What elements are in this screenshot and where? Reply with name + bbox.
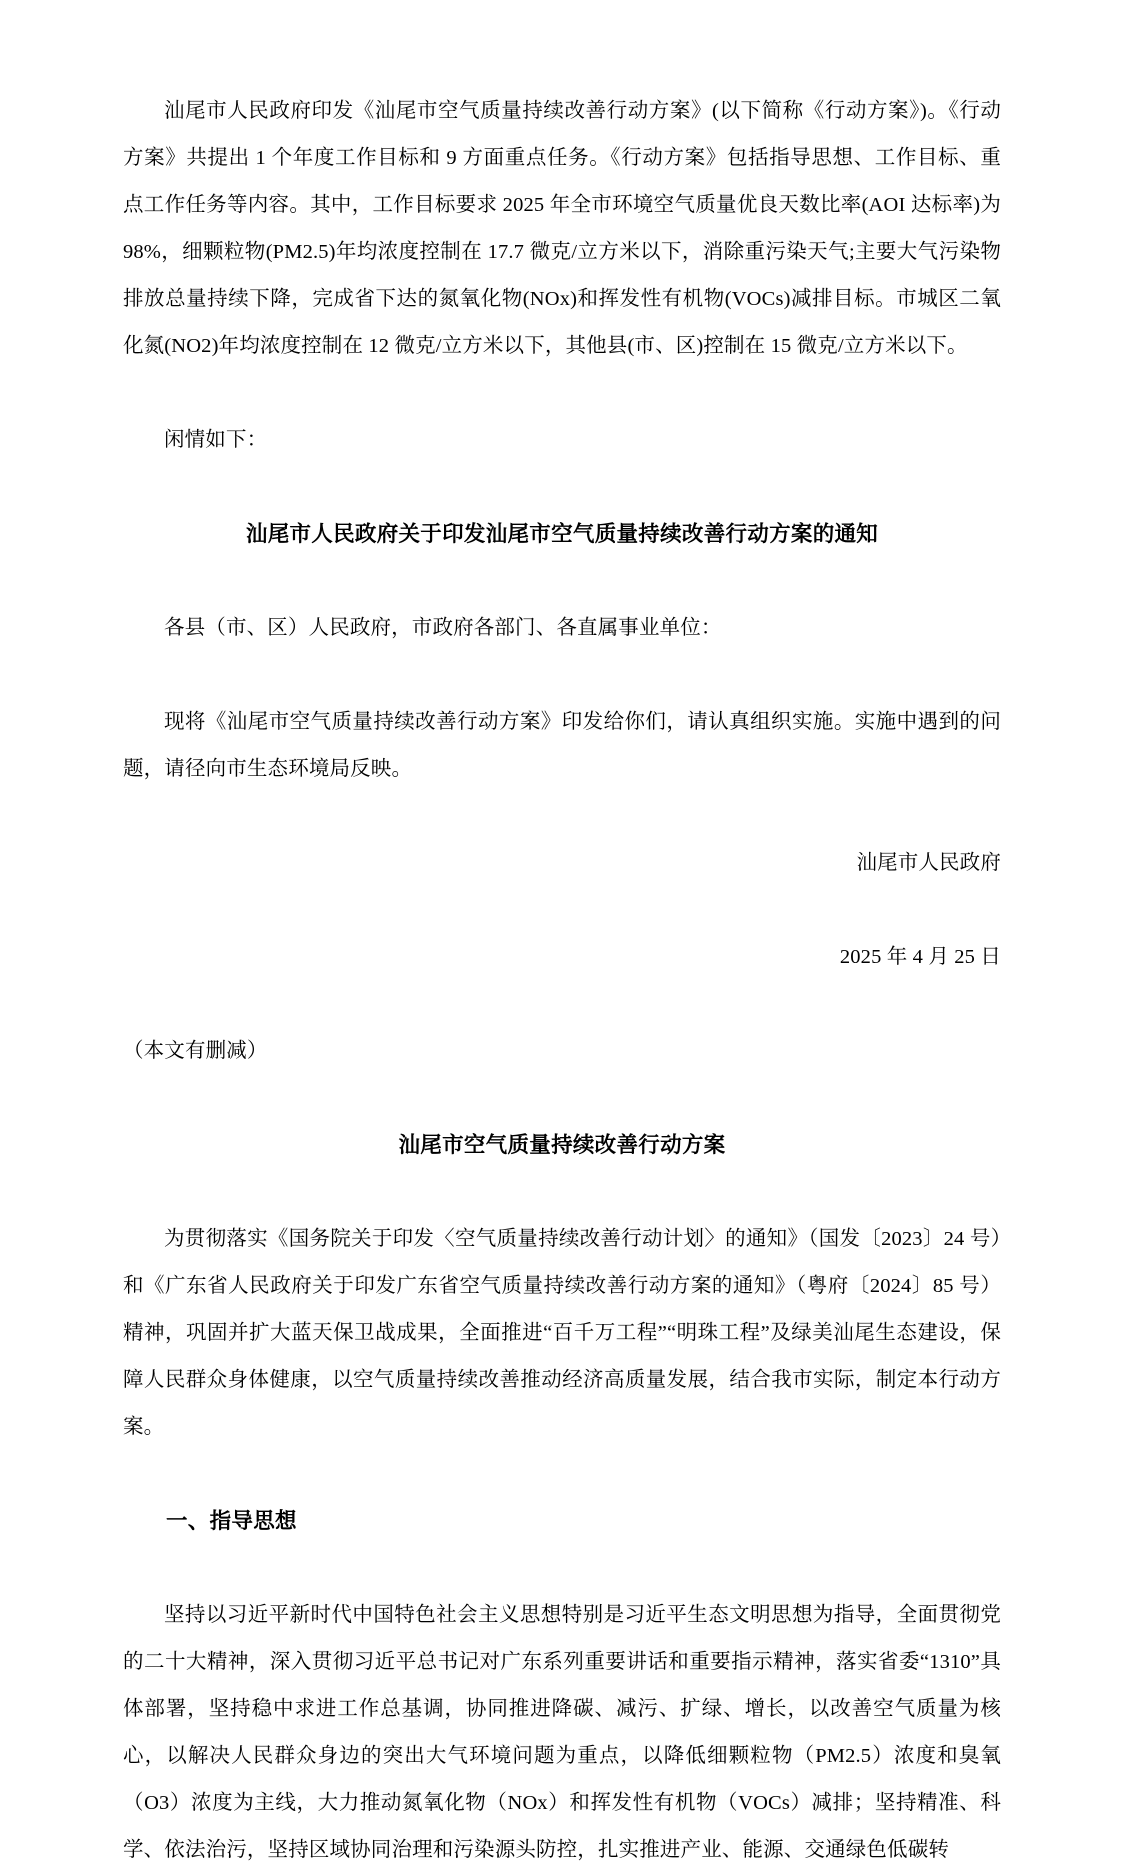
plan-title: 汕尾市空气质量持续改善行动方案: [398, 1133, 726, 1157]
spacer-before-signature: [123, 793, 1001, 840]
lead-in-text: 闲情如下：: [164, 429, 268, 451]
notice-body-paragraph: 现将《汕尾市空气质量持续改善行动方案》印发给你们，请认真组织实施。实施中遇到的问题，请径向市生态环境局反映。: [123, 711, 1001, 780]
spacer-between-signature-and-date: [123, 887, 1001, 934]
spacer-after-addressee: [123, 652, 1001, 699]
section-one-body: 坚持以习近平新时代中国特色社会主义思想特别是习近平生态文明思想为指导，全面贯彻党的二十大精神，深入贯彻习近平总书记对广东系列重要讲话和重要指示精神，落实省委“1310”具体部署，坚持稳中求进工作总基调，协同推进降碳、减污、扩绿、增长，以改善空气质量为核心，以解决人民群众身边的突出大气环境问题为重点，以降低细颗粒物（PM2.5）浓度和臭氧（O3）浓度为主线，大力推动氮氧化物（NOx）和挥发性有机物（VOCs）减排；坚持精准、科学、依法治污，坚持区域协同治理和污染源头防控，扎实推进产业、能源、交通绿色低碳转: [123, 1604, 1001, 1861]
spacer-after-plan-title: [123, 1169, 1001, 1216]
signature-date: 2025 年 4 月 25 日: [839, 946, 1001, 968]
spacer-after-notice-title: [123, 558, 1001, 605]
spacer-after-section-heading-one: [123, 1545, 1001, 1592]
addressee-line: 各县（市、区）人民政府，市政府各部门、各直属事业单位：: [164, 617, 722, 639]
spacer-before-editorial-note: [123, 981, 1001, 1028]
editorial-note: （本文有删减）: [123, 1040, 268, 1062]
section-heading-one: 一、指导思想: [166, 1509, 297, 1533]
document-content: [123, 88, 1001, 1874]
summary-paragraph: 汕尾市人民政府印发《汕尾市空气质量持续改善行动方案》(以下简称《行动方案》)。《行动方案》共提出 1 个年度工作目标和 9 方面重点任务。《行动方案》包括指导思想、工作目标、重点工作任务等内容。其中，工作目标要求 2025 年全市环境空气质量优良天数比率(AOI 达标率)为 98%，细颗粒物(PM2.5)年均浓度控制在 17.7 微克/立方米以下，消除重污染天气;主要大气污染物排放总量持续下降，完成省下达的氮氧化物(NOx)和挥发性有机物(VOCs)减排目标。市城区二氧化氮(NO2)年均浓度控制在 12 微克/立方米以下，其他县(市、区)控制在 15 微克/立方米以下。: [123, 100, 1001, 357]
notice-title: 汕尾市人民政府关于印发汕尾市空气质量持续改善行动方案的通知: [245, 522, 879, 546]
signature-organization: 汕尾市人民政府: [856, 852, 1001, 874]
spacer-before-notice-title: [123, 464, 1001, 511]
spacer-before-plan-title: [123, 1075, 1001, 1122]
preamble-paragraph: 为贯彻落实《国务院关于印发〈空气质量持续改善行动计划〉的通知》（国发〔2023〕24 号）和《广东省人民政府关于印发广东省空气质量持续改善行动方案的通知》（粤府〔2024〕85 号）精神，巩固并扩大蓝天保卫战成果，全面推进“百千万工程”“明珠工程”及绿美汕尾生态建设，保障人民群众身体健康，以空气质量持续改善推动经济高质量发展，结合我市实际，制定本行动方案。: [123, 1228, 1001, 1438]
spacer-before-section-one: [123, 1451, 1001, 1498]
spacer-after-summary: [123, 370, 1001, 417]
